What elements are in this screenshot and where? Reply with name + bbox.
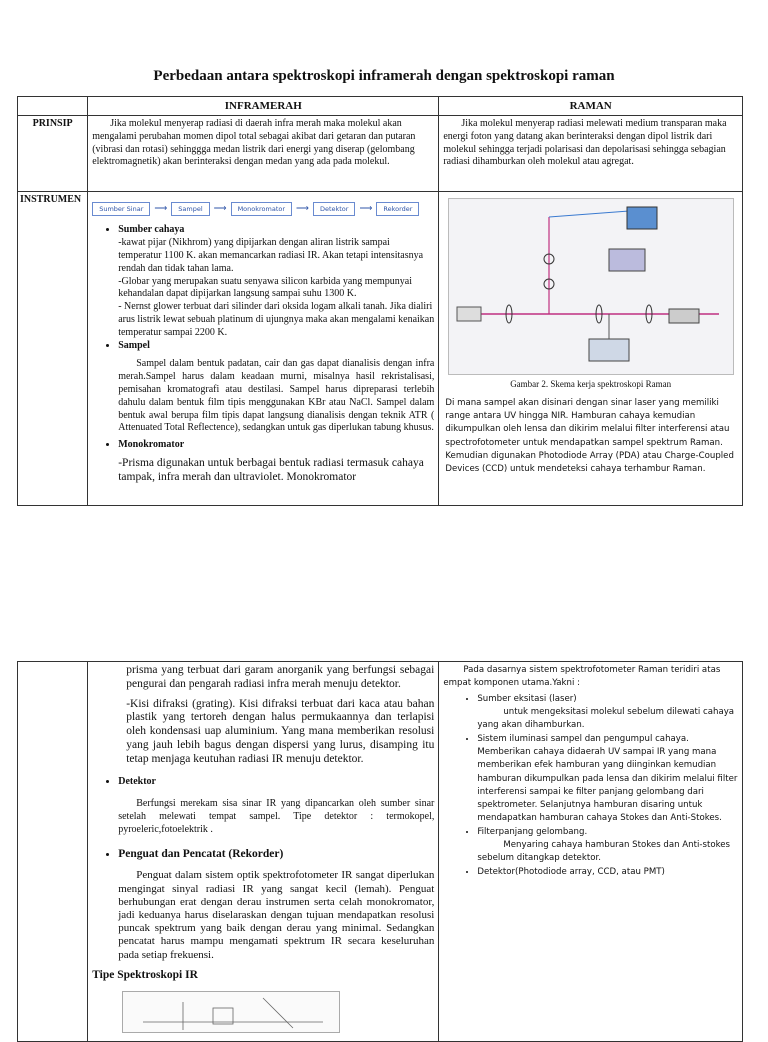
- raman-figure-caption: Gambar 2. Skema kerja spektroskopi Raman: [510, 379, 672, 390]
- kisi-text: -Kisi difraksi (grating). Kisi difraksi terbuat dari kaca atau bahan plastik yang tertoreh dengan halus permukaannya dan terlapisi oleh kondensasi uap aluminium. Yang mana memberikan resolusi yang jauh lebih bagus dengan dispersi yang lurus, disamping itu tetap menjaga keutuhan radiasi IR menuju detektor.: [126, 697, 435, 765]
- arrow-right-icon: ⟶: [359, 203, 373, 214]
- document-title: Perbedaan antara spektroskopi inframerah dengan spektroskopi raman: [153, 68, 615, 84]
- prinsip-raman: [439, 116, 743, 192]
- flow-box-sumber: Sumber Sinar: [92, 202, 150, 216]
- prinsip-ir-text: Jika molekul menyerap radiasi di daerah infra merah maka molekul akan mengalami perubahan momen dipol total sebagai akibat dari getaran dan putaran (vibrasi dan rotasi) sehinggga medan listrik dari energi yang diserap (gelombang elektromagnetik) akan berinteraksi dengan medan yang ada pada molekul.: [92, 118, 416, 168]
- arrow-right-icon: ⟶: [154, 203, 168, 214]
- header-raman: RAMAN: [439, 97, 743, 116]
- raman-schematic-figure: [448, 198, 734, 375]
- flow-box-detektor: Detektor: [313, 202, 356, 216]
- list-item: [118, 340, 434, 436]
- ir-diagram-icon: [123, 992, 339, 1032]
- sumber-line-2: -Globar yang merupakan suatu senyawa silicon karbida yang mempunyai kehandalan dapat dipijarkan langsung sampai suhu 1300 K.: [118, 275, 413, 300]
- component-title: • Filterpanjang gelombang.: [477, 826, 588, 837]
- detektor-text: Berfungsi merekam sisa sinar IR yang dipancarkan oleh sumber sinar setelah melewati tempat sampel. Tipe detektor : termokopel, pyroeleric,fotoelektrik .: [118, 798, 435, 835]
- raman-schematic-icon: [449, 199, 733, 374]
- label-prinsip: PRINSIP: [18, 116, 88, 192]
- sumber-line-3: - Nernst glower terbuat dari silinder dari oksida logam alkali tanah. Jika dialiri arus listrik lewat sebuah platinum di ujungnya maka akan mengalami kenaikan temperatur sampai 2200 K.: [118, 301, 435, 338]
- component-title: • Sistem iluminasi sampel dan pengumpul cahaya.: [477, 733, 689, 744]
- component-desc: Memberikan cahaya didaerah UV sampai IR yang mana memberikan efek hamburan yang diinginkan kemudian hamburan dikumpulkan pada lensa dan dikirim melalui filter interferensi sampai ke filter panjang gelombang dari spektrometer. Selanjutnya hamburan disaring untuk mendapatkan hamburan cahaya Stokes dan Anti-Stokes.: [477, 746, 738, 824]
- flow-box-monokromator: Monokromator: [231, 202, 292, 216]
- row-prinsip: [18, 116, 743, 192]
- list-item: [118, 847, 434, 962]
- label-empty-cell: [18, 662, 88, 1042]
- raman-instrumen-text: Di mana sampel akan disinari dengan sinar laser yang memiliki range antara UV hingga NIR. Hamburan cahaya kemudian dikumpulkan oleh lensa dan dikirim melalui filter interferensi atau spectrofotometer untuk mendapatkan sampel spektrum Raman. Kemudian digunakan Photodiode Array (PDA) atau Charge-Coupled Devices (CCD) untuk mendeteksi cahaya terhambur Raman.: [445, 397, 734, 475]
- component-desc: untuk mengeksitasi molekul sebelum dilewati cahaya yang akan dihamburkan.: [477, 706, 735, 731]
- tipe-spektroskopi-heading: Tipe Spektroskopi IR: [92, 968, 198, 981]
- raman-components-list: [443, 693, 738, 879]
- component-title: • Detektor(Photodiode array, CCD, atau PMT): [477, 866, 665, 877]
- label-instrumen: INSTRUMEN: [18, 192, 88, 506]
- instrumen-ir-continued: [88, 662, 439, 1042]
- comparison-table-page1: [17, 96, 743, 506]
- detektor-title: Detektor: [118, 775, 156, 787]
- arrow-right-icon: ⟶: [213, 203, 227, 214]
- penguat-title: Penguat dan Pencatat (Rekorder): [118, 847, 284, 860]
- component-title: • Sumber eksitasi (laser): [477, 693, 577, 704]
- sampel-text: Sampel dalam bentuk padatan, cair dan gas dapat dianalisis dengan infra merah.Sampel harus dalam keadaan murni, misalnya hasil rekristalisasi, pemisahan kromatografi atau destilasi. Sampel harus dipreparasi terlebih dahulu dalam bentuk film tipis menggunakan KBr atau NaCl. Sampel dalam bentuk awal berupa film tipis dapat langsung dianalisis dengan teknik ATR ( Attenuated Total Reflectence), sedangkan untuk gas diperlukan tabung khusus.: [118, 358, 435, 434]
- sampel-title: Sampel: [118, 339, 150, 351]
- arrow-right-icon: ⟶: [296, 203, 309, 214]
- instrumen-raman-continued: [439, 662, 743, 1042]
- flow-box-rekorder: Rekorder: [376, 202, 419, 216]
- instrumen-raman: [439, 192, 743, 506]
- instrument-list: [92, 224, 434, 484]
- component-desc: Menyaring cahaya hamburan Stokes dan Anti-stokes sebelum ditangkap detektor.: [477, 840, 731, 864]
- list-item: [118, 775, 434, 837]
- list-item: [118, 224, 434, 339]
- ir-type-figure: [122, 991, 340, 1033]
- instrument-flow-diagram: [92, 202, 434, 216]
- prisma-text: prisma yang terbuat dari garam anorganik yang berfungsi sebagai pengurai dan pengarah radiasi infra merah menuju detektor.: [126, 664, 435, 690]
- list-item: [477, 693, 738, 733]
- header-row: [18, 97, 743, 116]
- penguat-text: Penguat dalam sistem optik spektrofotometer IR sangat diperlukan mengingat sinyal radiasi IR yang sangat kecil (lemah). Penguat berhubungan erat dengan derau instrumen serta celah monokromator, jadi keduanya harus diselaraskan dengan tujuan mendapatkan resolusi puncak spektrum yang baik dengan derau yang minimal. Sedangkan pencatat harus mampu mengamati spektrum IR secara keseluruhan pada setiap frekuensi.: [118, 869, 435, 961]
- monokromator-title: Monokromator: [118, 439, 185, 451]
- header-inframerah: INFRAMERAH: [88, 97, 439, 116]
- instrumen-ir: [88, 192, 439, 506]
- comparison-table-page2: [17, 661, 743, 1042]
- list-item: [118, 439, 434, 484]
- list-item: [477, 733, 738, 826]
- flow-box-sampel: Sampel: [171, 202, 209, 216]
- row-instrumen-continued: [18, 662, 743, 1042]
- prinsip-raman-text: Jika molekul menyerap radiasi melewati medium transparan maka energi foton yang datang akan berinteraksi dengan dipol listrik dari molekul sehingga terjadi polarisasi dan depolarisasi sehingga sebagian radiasi dihamburkan oleh molekul atau agregat.: [443, 118, 727, 168]
- prinsip-ir: [88, 116, 439, 192]
- header-empty: [18, 97, 88, 116]
- sumber-line-1: -kawat pijar (Nikhrom) yang dipijarkan dengan aliran listrik sampai temperatur 1100 K. akan memancarkan radiasi IR. Akan tetapi intensitasnya rendah dan tidak tahan lama.: [118, 237, 424, 274]
- instrument-list-continued: [92, 775, 434, 962]
- list-item: [477, 866, 738, 879]
- list-item: [477, 826, 738, 866]
- raman-components-intro: Pada dasarnya sistem spektrofotometer Raman teridiri atas empat komponen utama.Yakni :: [443, 665, 721, 689]
- monokromator-text: -Prisma digunakan untuk berbagai bentuk radiasi termasuk cahaya tampak, infra merah dan ultraviolet. Monokromator: [118, 456, 424, 483]
- sumber-title: Sumber cahaya: [118, 224, 185, 236]
- row-instrumen: [18, 192, 743, 506]
